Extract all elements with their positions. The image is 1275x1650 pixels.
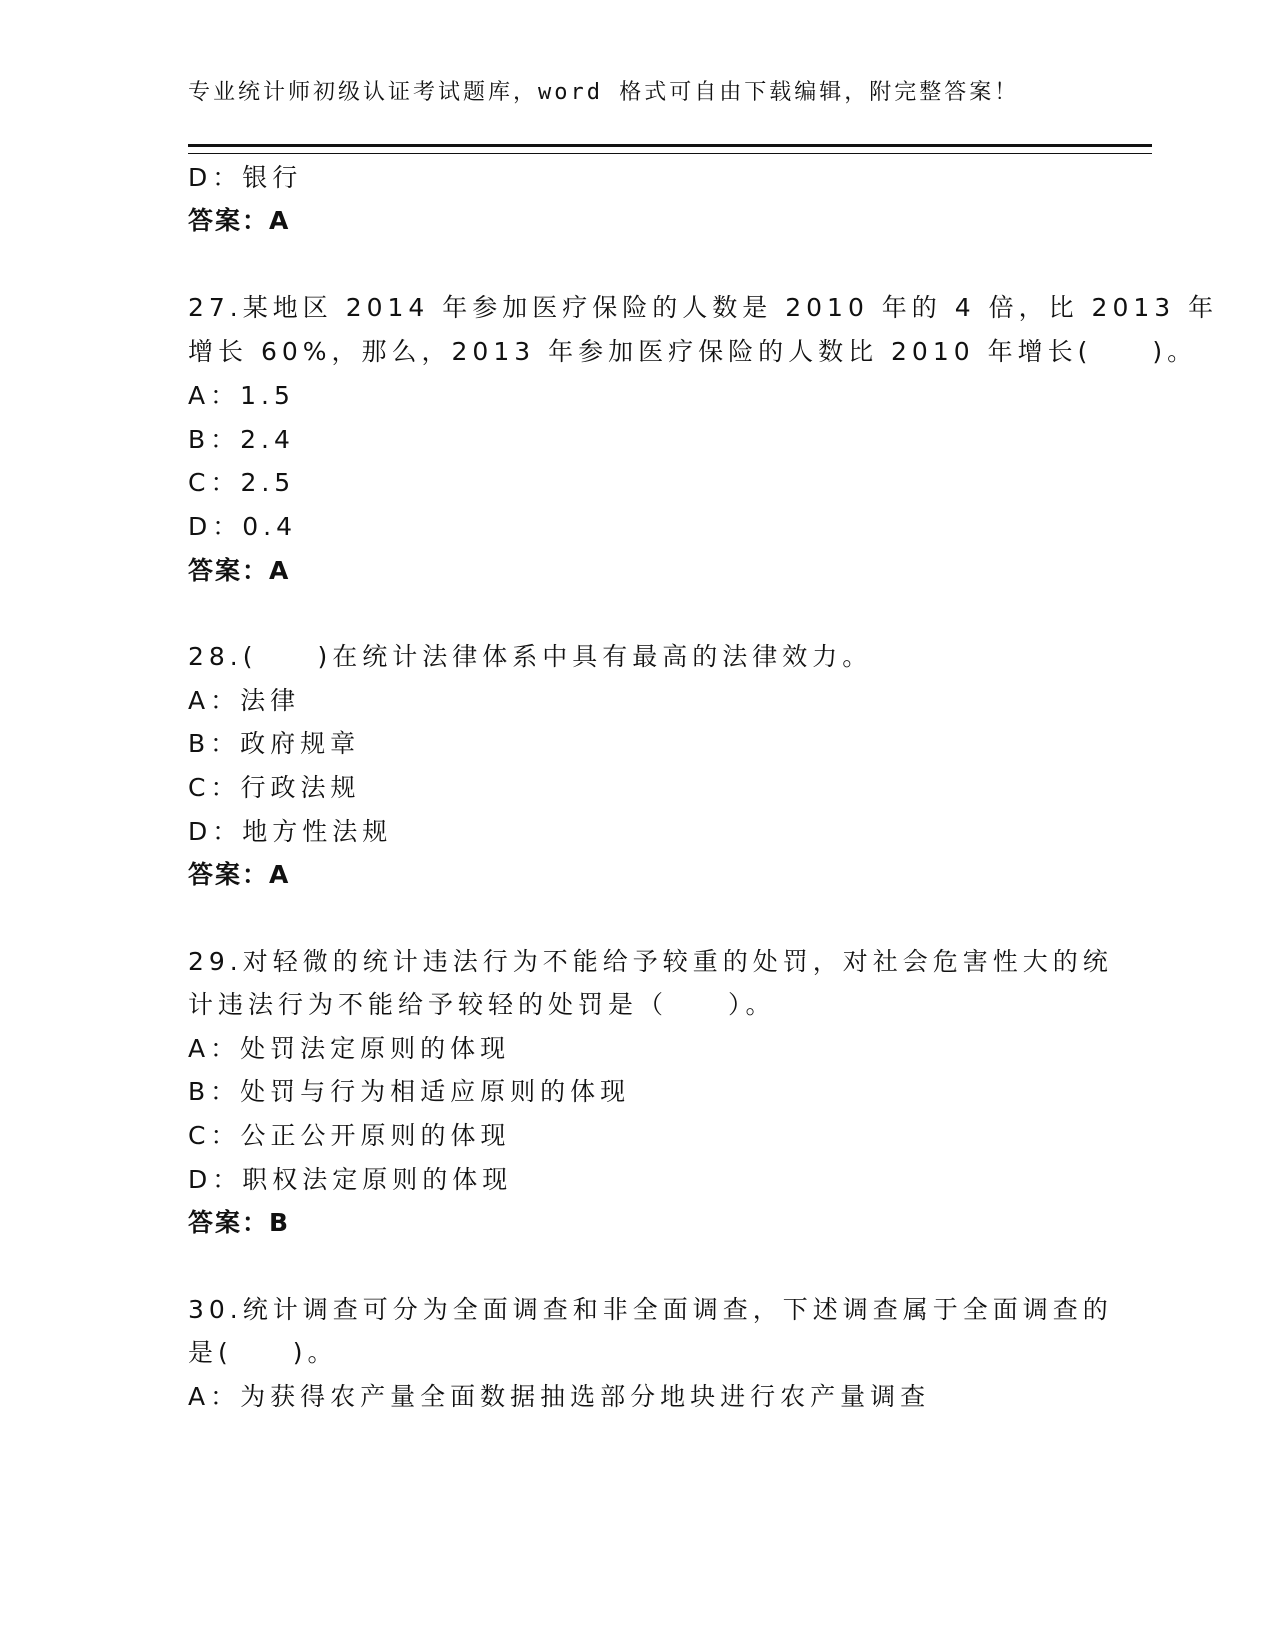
q30-stem-line-2: 是( )。 bbox=[188, 1338, 338, 1367]
q28-option-d: D：地方性法规 bbox=[188, 817, 393, 846]
q29-stem-line-2: 计违法行为不能给予较轻的处罚是（ ）。 bbox=[188, 990, 776, 1019]
q26-option-d: D：银行 bbox=[188, 163, 303, 192]
q29-answer: 答案：B bbox=[188, 1208, 291, 1237]
q30-option-a: A：为获得农产量全面数据抽选部分地块进行农产量调查 bbox=[188, 1382, 931, 1411]
q28-option-c: C：行政法规 bbox=[188, 773, 361, 802]
q27-option-c: C：2.5 bbox=[188, 468, 296, 497]
q29-option-b: B：处罚与行为相适应原则的体现 bbox=[188, 1077, 631, 1106]
q28-option-a: A：法律 bbox=[188, 686, 301, 715]
q30-stem-line-1: 30.统计调查可分为全面调查和非全面调查，下述调查属于全面调查的 bbox=[188, 1295, 1113, 1324]
q27-option-b: B：2.4 bbox=[188, 425, 295, 454]
q29-option-d: D：职权法定原则的体现 bbox=[188, 1165, 513, 1194]
q29-stem-line-1: 29.对轻微的统计违法行为不能给予较重的处罚，对社会危害性大的统 bbox=[188, 947, 1113, 976]
q28-stem: 28.( )在统计法律体系中具有最高的法律效力。 bbox=[188, 642, 873, 671]
q29-option-a: A：处罚法定原则的体现 bbox=[188, 1034, 511, 1063]
q27-option-a: A：1.5 bbox=[188, 381, 295, 410]
q27-option-d: D：0.4 bbox=[188, 512, 298, 541]
header-divider bbox=[188, 144, 1152, 154]
q27-answer: 答案：A bbox=[188, 556, 291, 585]
q27-stem-line-2: 增长 60%，那么，2013 年参加医疗保险的人数比 2010 年增长( )。 bbox=[188, 337, 1198, 366]
q29-option-c: C：公正公开原则的体现 bbox=[188, 1121, 511, 1150]
q28-answer: 答案：A bbox=[188, 860, 291, 889]
page-header: 专业统计师初级认证考试题库，word 格式可自由下载编辑，附完整答案！ bbox=[188, 80, 1020, 105]
q26-answer: 答案：A bbox=[188, 206, 291, 235]
q28-option-b: B：政府规章 bbox=[188, 729, 361, 758]
q27-stem-line-1: 27.某地区 2014 年参加医疗保险的人数是 2010 年的 4 倍，比 2013 年 bbox=[188, 293, 1219, 322]
